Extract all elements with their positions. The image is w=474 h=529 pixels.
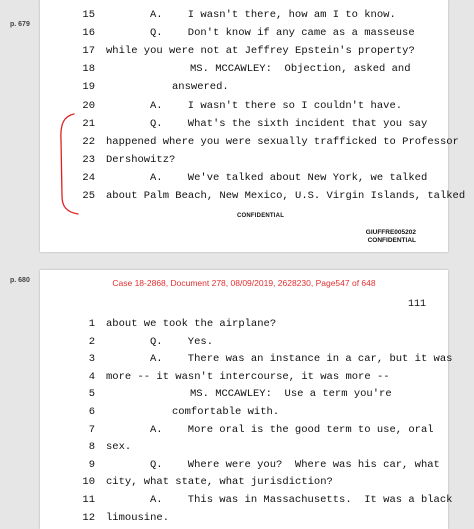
line-text: Q. Where were you? Where was his car, what <box>150 458 440 471</box>
transcript-line <box>40 459 448 473</box>
bates-number: GIUFFRE005202 <box>365 229 416 236</box>
transcript-line <box>40 441 448 455</box>
line-number: 10 <box>82 476 95 489</box>
page-label-679: p. 679 <box>10 21 30 28</box>
line-number: 17 <box>82 45 95 58</box>
line-text: A. This was in Massachusetts. It was a black <box>150 494 453 506</box>
line-number: 1 <box>88 318 95 330</box>
line-number: 20 <box>82 99 95 112</box>
transcript-line <box>40 45 448 59</box>
line-text: Q. Don't know if any came as a masseuse <box>150 27 415 40</box>
line-text: happened where you were sexually trafficked to Professor <box>106 135 459 148</box>
line-text: A. I wasn't there, how am I to know. <box>150 9 396 21</box>
line-text: A. There was an instance in a car, but it was <box>150 353 453 366</box>
transcript-page-679 <box>40 0 466 252</box>
transcript-line <box>40 135 459 150</box>
line-number: 7 <box>88 423 95 436</box>
bates-confidential: CONFIDENTIAL <box>367 237 416 244</box>
transcript-line <box>40 353 453 367</box>
line-number: 15 <box>82 9 95 21</box>
line-text: city, what state, what jurisdiction? <box>106 476 333 489</box>
line-number: 19 <box>82 81 95 94</box>
line-text: sex. <box>106 441 132 454</box>
line-number: 24 <box>82 171 95 184</box>
line-text: Q. What's the sixth incident that you say <box>150 117 428 130</box>
transcript-line <box>40 154 448 168</box>
line-text: MS. MCCAWLEY: Use a term you're <box>190 388 392 401</box>
transcript-line <box>40 476 448 490</box>
line-number: 16 <box>82 27 95 40</box>
transcript-line <box>40 336 448 350</box>
line-number: 25 <box>82 190 95 202</box>
transcript-line <box>40 63 448 77</box>
transcript-line <box>40 318 448 332</box>
line-number: 23 <box>82 153 95 166</box>
transcript-page-number: 111 <box>407 299 426 310</box>
transcript-line <box>40 118 448 132</box>
line-text: while you were not at Jeffrey Epstein's property? <box>106 45 415 58</box>
transcript-line <box>40 81 448 95</box>
red-bracket-annotation <box>40 0 100 252</box>
line-number: 8 <box>88 441 95 454</box>
line-text: Dershowitz? <box>106 153 176 166</box>
transcript-page-680 <box>40 270 453 529</box>
line-text: answered. <box>172 81 229 94</box>
transcript-line <box>40 9 448 23</box>
transcript-line <box>40 172 448 186</box>
line-text: comfortable with. <box>172 406 280 418</box>
line-number: 6 <box>88 406 95 418</box>
line-number: 5 <box>88 388 95 401</box>
line-text: more -- it wasn't intercourse, it was more -- <box>106 370 390 383</box>
line-text: Q. Yes. <box>150 335 214 348</box>
confidential-footer: CONFIDENTIAL <box>237 213 285 219</box>
transcript-line <box>40 424 448 438</box>
line-text: A. I wasn't there so I couldn't have. <box>150 99 403 112</box>
transcript-line <box>40 388 448 402</box>
line-number: 12 <box>82 511 95 524</box>
transcript-line <box>40 406 448 420</box>
line-number: 22 <box>82 135 95 148</box>
line-number: 3 <box>88 353 95 366</box>
line-text: limousine. <box>106 511 170 524</box>
line-number: 4 <box>88 370 95 383</box>
line-text: A. More oral is the good term to use, oral <box>150 423 434 436</box>
line-text: about we took the airplane? <box>106 318 277 330</box>
line-text: MS. MCCAWLEY: Objection, asked and <box>190 63 411 76</box>
case-header: Case 18-2868, Document 278, 08/09/2019, 2628230, Page547 of 648 <box>112 278 376 288</box>
transcript-line <box>40 512 448 526</box>
transcript-line <box>40 100 448 114</box>
transcript-line <box>40 371 448 385</box>
transcript-line <box>40 27 448 41</box>
transcript-line <box>40 494 453 508</box>
line-text: about Palm Beach, New Mexico, U.S. Virgin Islands, talked <box>106 190 466 202</box>
bates-stamp <box>366 229 416 245</box>
line-number: 9 <box>88 458 95 471</box>
line-number: 11 <box>82 494 95 506</box>
line-number: 2 <box>88 335 95 348</box>
line-text: A. We've talked about New York, we talked <box>150 171 428 184</box>
transcript-line <box>40 190 466 204</box>
page-label-680: p. 680 <box>10 277 30 284</box>
line-number: 21 <box>82 117 95 130</box>
line-number: 18 <box>82 63 95 76</box>
